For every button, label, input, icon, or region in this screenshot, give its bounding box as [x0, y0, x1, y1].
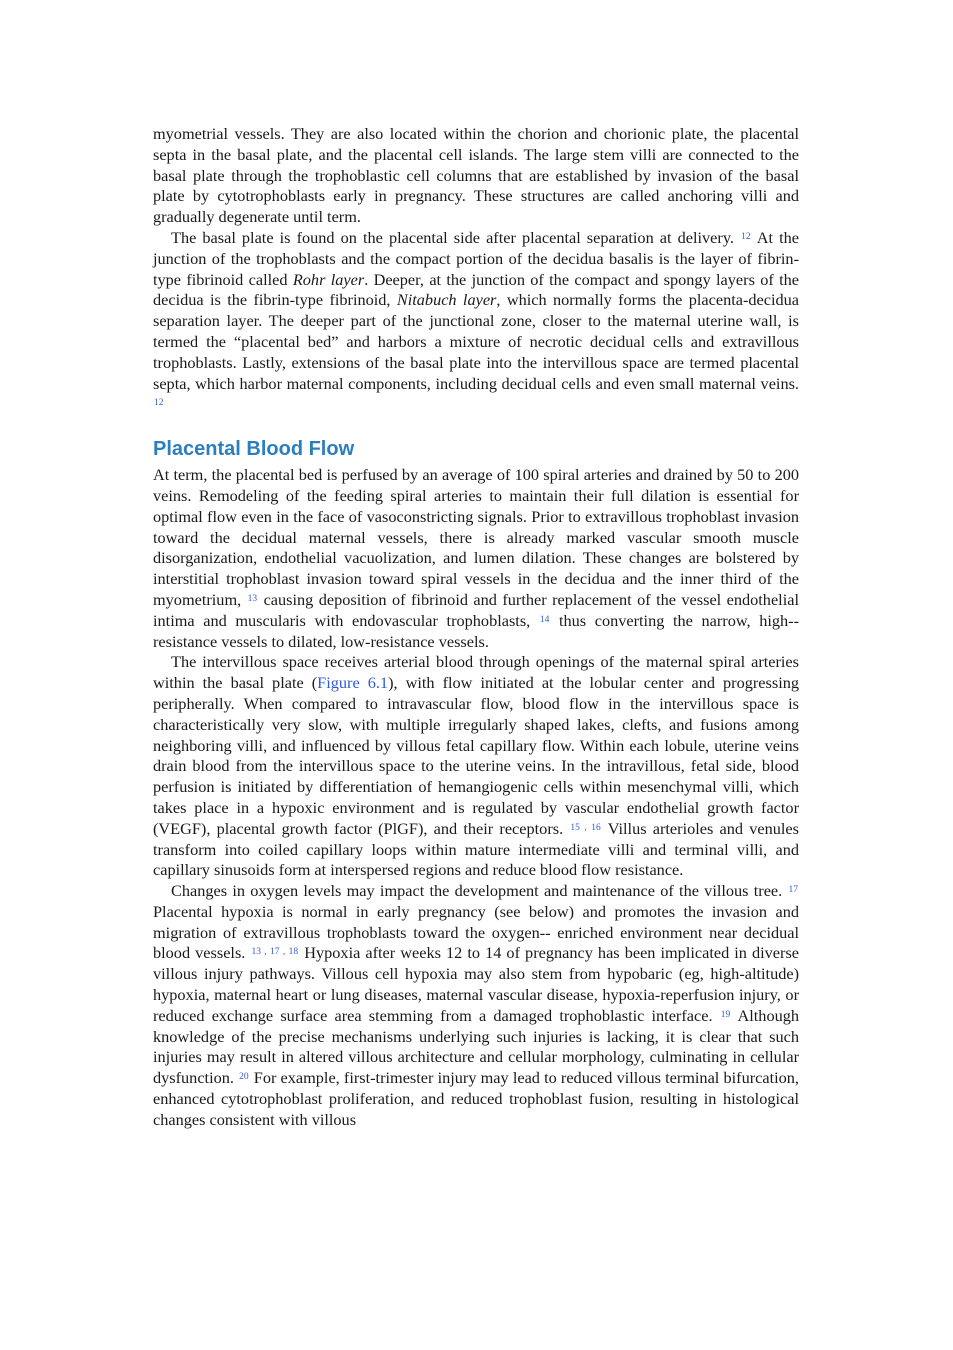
- citation-ref[interactable]: 12: [741, 231, 751, 242]
- document-page: [153, 124, 799, 1131]
- section-heading: Placental Blood Flow: [153, 438, 355, 461]
- paragraph-text: The basal plate is found on the placental side after placental separation at delivery.: [171, 227, 734, 247]
- citation-ref[interactable]: 13: [247, 593, 258, 604]
- paragraph-5: [153, 881, 799, 1131]
- citation-ref[interactable]: 17: [788, 885, 798, 896]
- paragraph-text: thus converting the narrow, high-- resistance vessels to dilated, low-resistance vessels.: [153, 610, 800, 651]
- paragraph-2: [153, 228, 799, 415]
- paragraph-text: causing deposition of fibrinoid and further replacement of the vessel endothelial intima and muscularis with endovascular trophoblasts,: [153, 589, 799, 630]
- paragraph-text: Villus arterioles and venules transform into coiled capillary loops within mature intermediate villi and terminal villi, and capillary sinusoids form at interspersed regions and reduce blood flow resistance.: [153, 818, 799, 880]
- italic-term: Nitabuch layer: [396, 290, 497, 310]
- paragraph-text: Hypoxia after weeks 12 to 14 of pregnancy has been implicated in diverse villous injury pathways. Villous cell hypoxia may also stem from hypobaric (eg, high-altitude) hypoxia, maternal heart or lung diseases, maternal vascular disease, hypoxia-reperfusion injury, or reduced exchange surface area stemming from a damaged trophoblastic interface.: [153, 943, 800, 1025]
- paragraph-text: Although knowledge of the precise mechanisms underlying such injuries is lacking, it is clear that such injuries may result in altered villous architecture and cellular morphology, culminating in cellular dysfunction.: [153, 1005, 800, 1088]
- paragraph-3: [153, 465, 799, 652]
- paragraph-text: myometrial vessels. They are also located within the chorion and chorionic plate, the placental septa in the basal plate, and the placental cell islands. The large stem villi are connected to the basal plate through the trophoblastic cell columns that are established by invasion of the basal plate by cytotrophoblasts early in pregnancy. These structures are called anchoring villi and gradually degenerate until term.: [153, 124, 799, 227]
- figure-link[interactable]: Figure 6.1: [317, 673, 389, 693]
- paragraph-text: At term, the placental bed is perfused by an average of 100 spiral arteries and drained by 50 to 200 veins. Remodeling of the feeding spiral arteries to maintain their full dilation is essential for optimal flow even in the face of vasoconstricting signals. Prior to extravillous trophoblast invasion toward the decidual maternal vessels, there is already marked vascular smooth muscle disorganization, endothelial vacuolization, and lumen dilation. These changes are bolstered by interstitial trophoblast invasion toward spiral vessels in the decidua and the inner third of the myometrium,: [153, 465, 799, 609]
- italic-term: Rohr layer: [292, 269, 365, 289]
- paragraph-text: The intervillous space receives arterial blood through openings of the maternal spiral arteries within the basal plate (: [153, 652, 799, 693]
- paragraph-text: At the junction of the trophoblasts and the compact portion of the decidua basalis is the layer of fibrin-type fibrinoid called: [153, 227, 799, 289]
- paragraph-text: Changes in oxygen levels may impact the development and maintenance of the villous tree.: [171, 881, 783, 901]
- paragraph-text: . Deeper, at the junction of the compact and spongy layers of the decidua is the fibrin-type fibrinoid,: [153, 269, 799, 310]
- citation-ref[interactable]: 12: [154, 398, 164, 409]
- paragraph-text: , which normally forms the placenta-decidua separation layer. The deeper part of the junctional zone, closer to the maternal uterine wall, is termed the “placental bed” and harbors a mixture of necrotic decidual cells and extravillous trophoblasts. Lastly, extensions of the basal plate into the intervillous space are termed placental septa, which harbor maternal components, including decidual cells and even small maternal veins.: [153, 290, 800, 393]
- citation-ref[interactable]: 14: [539, 614, 550, 625]
- paragraph-1: [153, 124, 799, 228]
- paragraph-text: ), with flow initiated at the lobular center and progressing peripherally. When compared to intravascular flow, blood flow in the intervillous space is characteristically very slow, with multiple irregularly shaped lakes, clefts, and fusions among neighboring villi, and influenced by villous fetal capillary flow. Within each lobule, uterine veins drain blood from the intervillous space to the uterine veins. In the intravillous, fetal side, blood perfusion is initiated by differentiation of hemangiogenic cells within mesenchymal villi, which takes place in a hypoxic environment and is regulated by vascular endothelial growth factor (VEGF), placental growth factor (PlGF), and their receptors.: [153, 673, 800, 838]
- paragraph-4: [153, 652, 799, 881]
- citation-ref[interactable]: 20: [239, 1072, 249, 1083]
- paragraph-text: For example, first-trimester injury may lead to reduced villous terminal bifurcation, enhanced cytotrophoblast proliferation, and reduced trophoblast fusion, resulting in histological changes consistent with villous: [153, 1068, 799, 1129]
- citation-ref[interactable]: 13 , 17 , 18: [251, 947, 299, 958]
- paragraph-text: Placental hypoxia is normal in early pregnancy (see below) and promotes the invasion and migration of extravillous trophoblasts toward the oxygen-- enriched environment near decidual blood vessels.: [153, 901, 799, 963]
- citation-ref[interactable]: 19: [720, 1009, 731, 1020]
- citation-ref[interactable]: 15 , 16: [570, 822, 601, 833]
